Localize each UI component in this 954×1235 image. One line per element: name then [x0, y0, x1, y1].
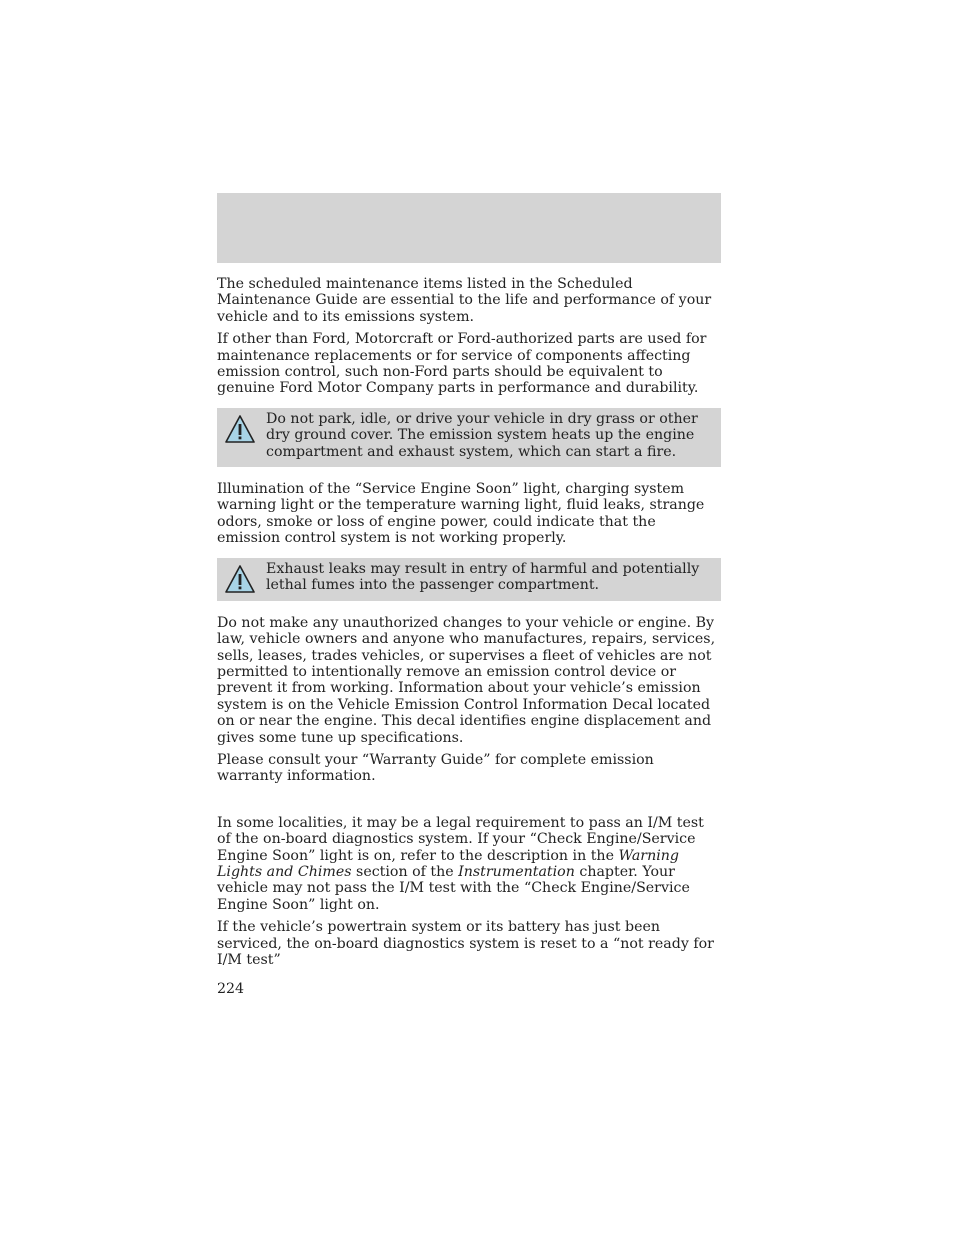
- warning-box-dry-grass: [217, 408, 721, 467]
- paragraph-maintenance-items: The scheduled maintenance items listed in the Scheduled Maintenance Guide are essential to the life and performance of your vehicle and to its emissions system.: [217, 276, 712, 325]
- warning-text-exhaust: Exhaust leaks may result in entry of harmful and potentially lethal fumes into the passenger compartment.: [266, 560, 700, 594]
- paragraph-illumination: Illumination of the “Service Engine Soon” light, charging system warning light or the temperature warning light, fluid leaks, strange odors, smoke or loss of engine power, could indicate that the emission control system is not working properly.: [217, 481, 705, 547]
- section-header-band: [217, 193, 721, 263]
- paragraph-non-ford-parts: If other than Ford, Motorcraft or Ford-authorized parts are used for maintenance replacements or for service of components affecting emission control, such non-Ford parts should be equivalent to genuine Ford Motor Company parts in performance and durability.: [217, 331, 707, 397]
- warning-triangle-icon: [224, 414, 256, 444]
- warning-triangle-icon: [224, 564, 256, 594]
- im-italic-instrumentation: Instrumentation: [458, 863, 575, 880]
- paragraph-unauthorized-changes: Do not make any unauthorized changes to your vehicle or engine. By law, vehicle owners and anyone who manufactures, repairs, services, sells, leases, trades vehicles, or supervises a fleet of vehicles are not permitted to intentionally remove an emission control device or prevent it from working. Information about your vehicle’s emission system is on the Vehicle Emission Control Information Decal located on or near the engine. This decal identifies engine displacement and gives some tune up specifications.: [217, 614, 716, 746]
- warning-box-exhaust: [217, 558, 721, 601]
- paragraph-powertrain-reset: If the vehicle’s powertrain system or its battery has just been serviced, the on-board diagnostics system is reset to a “not ready for I/M test”: [217, 919, 714, 968]
- page-content: [217, 276, 721, 974]
- section-spacer: [217, 791, 721, 815]
- paragraph-warranty-guide: Please consult your “Warranty Guide” for complete emission warranty information.: [217, 751, 654, 785]
- paragraph-im-test: [217, 815, 721, 913]
- warning-text-dry-grass: Do not park, idle, or drive your vehicle in dry grass or other dry ground cover. The emission system heats up the engine compartment and exhaust system, which can start a fire.: [266, 410, 698, 460]
- im-text-part1: In some localities, it may be a legal requirement to pass an I/M test of the on-board diagnostics system. If your “Check Engine/Service Engine Soon” light is on, refer to the description in the: [217, 814, 704, 864]
- im-text-part3: chapter. Your vehicle may not pass the I/M test with the “Check Engine/Service Engine Soon” light on.: [217, 863, 690, 913]
- im-text-part2: section of the: [351, 863, 459, 880]
- im-italic-warning-lights: Warning Lights and Chimes: [217, 847, 679, 880]
- page-number: 224: [217, 981, 245, 997]
